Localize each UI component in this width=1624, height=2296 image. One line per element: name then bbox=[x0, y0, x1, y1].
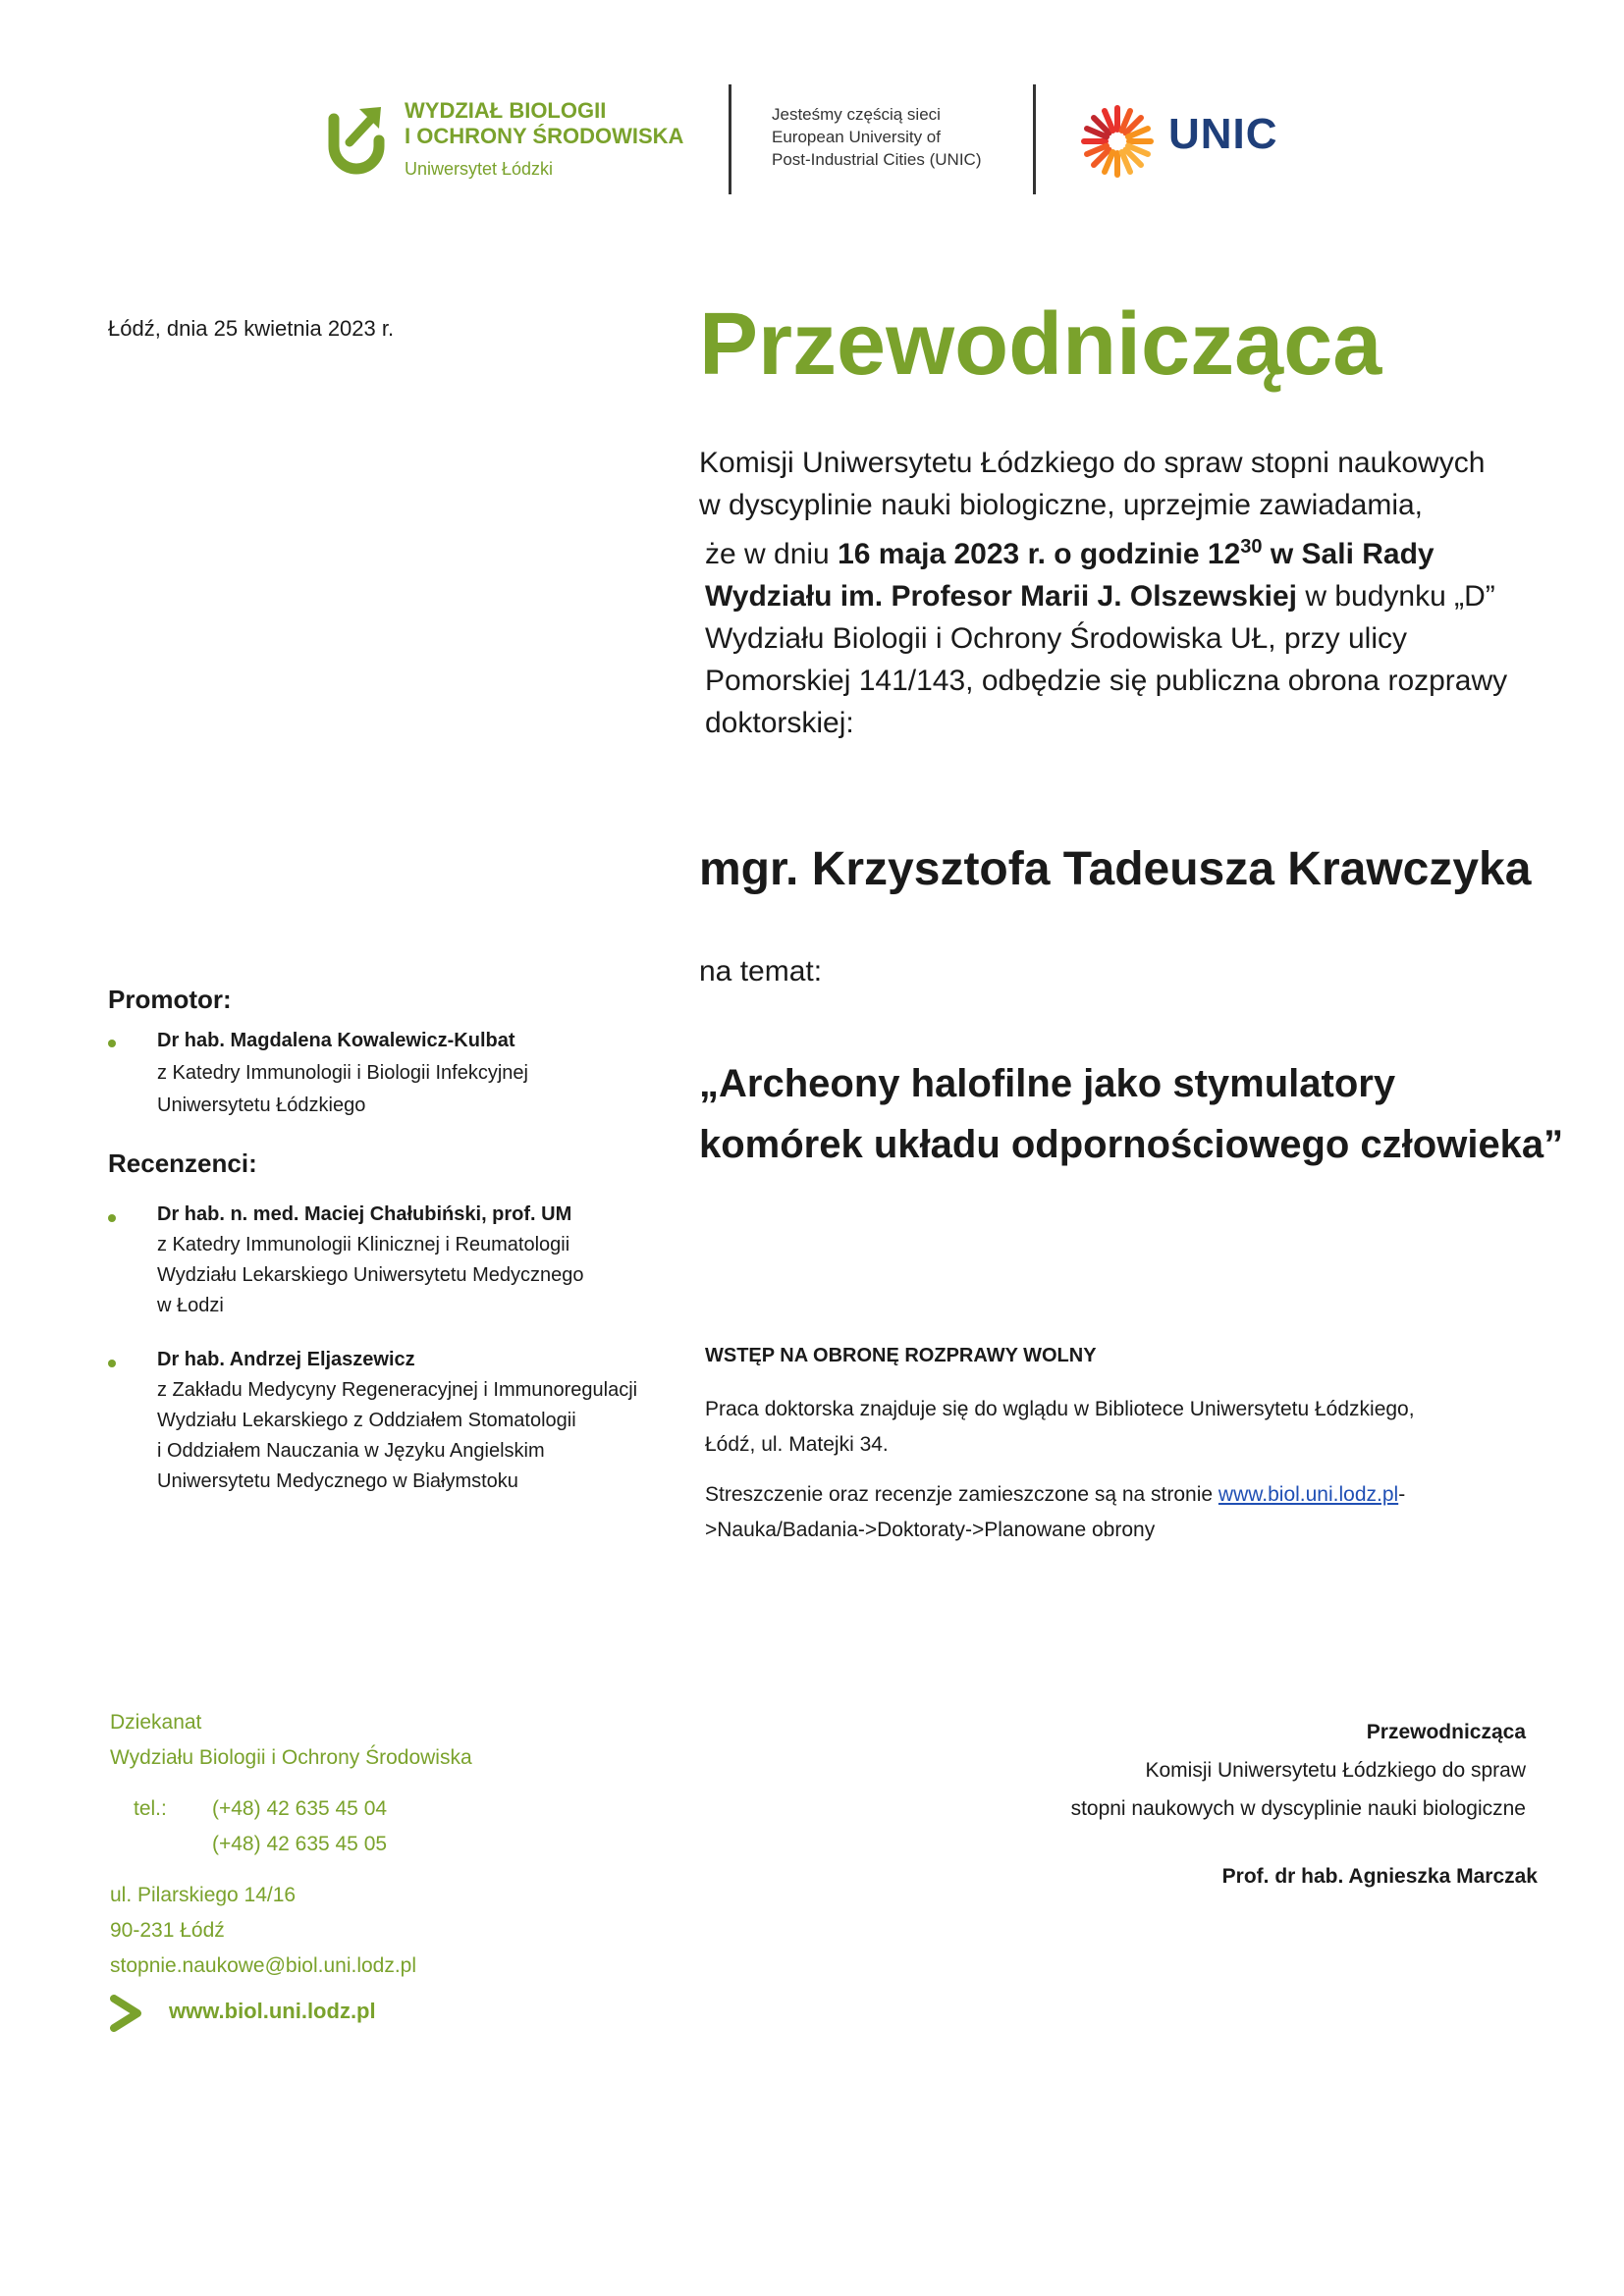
reviewer-affiliation-line2: Wydziału Lekarskiego z Oddziałem Stomatologii bbox=[157, 1410, 576, 1431]
unic-text-line3: Post-Industrial Cities (UNIC) bbox=[772, 150, 982, 169]
summary-text: Streszczenie oraz recenzje zamieszczone są na stronie bbox=[705, 1483, 1218, 1506]
promotor-name: Dr hab. Magdalena Kowalewicz-Kulbat bbox=[157, 1030, 515, 1051]
signature-line2: stopni naukowych w dyscyplinie nauki biologiczne bbox=[1070, 1797, 1526, 1820]
defense-building: w budynku „D” bbox=[1297, 580, 1495, 613]
header-divider bbox=[1033, 84, 1036, 194]
thesis-title bbox=[699, 1053, 1563, 1175]
announcement-line1: Komisji Uniwersytetu Łódzkiego do spraw stopni naukowych bbox=[699, 447, 1486, 479]
faculty-name bbox=[405, 98, 683, 149]
announcement-line7: doktorskiej: bbox=[705, 707, 854, 739]
announcement-line5: Wydziału Biologii i Ochrony Środowiska UŁ, przy ulicy bbox=[705, 622, 1407, 655]
reviewer-affiliation-line4: Uniwersytetu Medycznego w Białymstoku bbox=[157, 1470, 518, 1492]
reviewer-name: Dr hab. n. med. Maciej Chałubiński, prof. UM bbox=[157, 1203, 572, 1225]
availability-line2: Łódź, ul. Matejki 34. bbox=[705, 1433, 889, 1456]
header-divider bbox=[729, 84, 731, 194]
footer-website-link[interactable]: www.biol.uni.lodz.pl bbox=[169, 1999, 376, 2023]
candidate-name: mgr. Krzysztofa Tadeusza Krawczyka bbox=[699, 843, 1532, 895]
unic-text-line2: European University of bbox=[772, 128, 941, 146]
reviewer-affiliation-line3: w Łodzi bbox=[157, 1295, 224, 1316]
announcement-line4 bbox=[699, 575, 1563, 617]
unic-label: UNIC bbox=[1168, 110, 1278, 158]
unic-star-icon bbox=[1080, 104, 1155, 179]
phone-label: tel.: bbox=[134, 1797, 167, 1820]
document-date: Łódź, dnia 25 kwietnia 2023 r. bbox=[108, 316, 395, 341]
announcement-text bbox=[699, 442, 1563, 744]
unic-network-text bbox=[772, 103, 982, 171]
faculty-website-link[interactable]: www.biol.uni.lodz.pl bbox=[1218, 1483, 1399, 1506]
faculty-name-line1: WYDZIAŁ BIOLOGII bbox=[405, 98, 607, 123]
signature-block bbox=[1070, 1713, 1538, 1896]
phone-number: (+48) 42 635 45 04 bbox=[212, 1797, 388, 1820]
phone-row bbox=[110, 1791, 472, 1827]
announcement-intro: że w dniu bbox=[705, 538, 839, 570]
footer-city: 90-231 Łódź bbox=[110, 1919, 225, 1942]
footer-faculty: Wydziału Biologii i Ochrony Środowiska bbox=[110, 1746, 472, 1769]
bullet-icon bbox=[108, 1040, 116, 1047]
defense-minutes: 30 bbox=[1240, 536, 1263, 558]
phone-number: (+48) 42 635 45 05 bbox=[212, 1833, 388, 1855]
footer-office: Dziekanat bbox=[110, 1711, 202, 1734]
promotor-heading: Promotor: bbox=[108, 985, 232, 1014]
thesis-title-line2: komórek układu odpornościowego człowieka” bbox=[699, 1123, 1564, 1166]
thesis-availability bbox=[705, 1392, 1549, 1463]
reviewer-affiliation-line1: z Zakładu Medycyny Regeneracyjnej i Immunoregulacji bbox=[157, 1379, 638, 1401]
announcement-line6: Pomorskiej 141/143, odbędzie się publiczna obrona rozprawy bbox=[705, 665, 1508, 697]
footer-email[interactable]: stopnie.naukowe@biol.uni.lodz.pl bbox=[110, 1954, 417, 1977]
page-title: Przewodnicząca bbox=[699, 295, 1382, 394]
bullet-icon bbox=[108, 1360, 116, 1367]
arrow-right-icon bbox=[110, 1995, 145, 2032]
bullet-icon bbox=[108, 1214, 116, 1222]
announcement-line2: w dyscyplinie nauki biologiczne, uprzejmie zawiadamia, bbox=[699, 489, 1424, 521]
faculty-logo-icon bbox=[324, 101, 389, 180]
phone-row bbox=[110, 1827, 472, 1862]
availability-line1: Praca doktorska znajduje się do wglądu w Bibliotece Uniwersytetu Łódzkiego, bbox=[705, 1398, 1415, 1420]
entry-notice: WSTĘP NA OBRONĘ ROZPRAWY WOLNY bbox=[705, 1345, 1097, 1366]
signature-title: Przewodnicząca bbox=[1366, 1721, 1526, 1743]
summary-note bbox=[705, 1477, 1549, 1548]
reviewer-affiliation-line2: Wydziału Lekarskiego Uniwersytetu Medycznego bbox=[157, 1264, 584, 1286]
reviewer-affiliation-line3: i Oddziałem Nauczania w Języku Angielskim bbox=[157, 1440, 545, 1462]
unic-text-line1: Jesteśmy częścią sieci bbox=[772, 105, 941, 124]
defense-room: w Sali Rady bbox=[1262, 538, 1435, 570]
signature-name: Prof. dr hab. Agnieszka Marczak bbox=[1221, 1865, 1538, 1888]
promotor-affiliation-line2: Uniwersytetu Łódzkiego bbox=[157, 1095, 366, 1116]
reviewer-affiliation-line1: z Katedry Immunologii Klinicznej i Reumatologii bbox=[157, 1234, 570, 1255]
defense-room-name: Wydziału im. Profesor Marii J. Olszewskiej bbox=[705, 580, 1297, 613]
footer-contact bbox=[110, 1705, 472, 1984]
summary-line1 bbox=[705, 1477, 1549, 1513]
reviewer-entry bbox=[157, 1345, 637, 1497]
promotor-affiliation-line1: z Katedry Immunologii i Biologii Infekcyjnej bbox=[157, 1062, 528, 1084]
faculty-name-line2: I OCHRONY ŚRODOWISKA bbox=[405, 124, 684, 148]
announcement-line3 bbox=[699, 526, 1563, 575]
reviewer-entry bbox=[157, 1200, 583, 1321]
footer-street: ul. Pilarskiego 14/16 bbox=[110, 1884, 297, 1906]
topic-label: na temat: bbox=[699, 955, 823, 988]
defense-date-time: 16 maja 2023 r. o godzinie 12 bbox=[838, 538, 1241, 570]
promotor-entry bbox=[157, 1025, 528, 1122]
signature-line1: Komisji Uniwersytetu Łódzkiego do spraw bbox=[1145, 1759, 1526, 1782]
reviewers-heading: Recenzenci: bbox=[108, 1148, 257, 1178]
thesis-title-line1: „Archeony halofilne jako stymulatory bbox=[699, 1062, 1396, 1105]
university-name: Uniwersytet Łódzki bbox=[405, 159, 554, 179]
summary-dash: - bbox=[1398, 1483, 1406, 1506]
summary-path: >Nauka/Badania->Doktoraty->Planowane obrony bbox=[705, 1519, 1156, 1541]
reviewer-name: Dr hab. Andrzej Eljaszewicz bbox=[157, 1349, 415, 1370]
